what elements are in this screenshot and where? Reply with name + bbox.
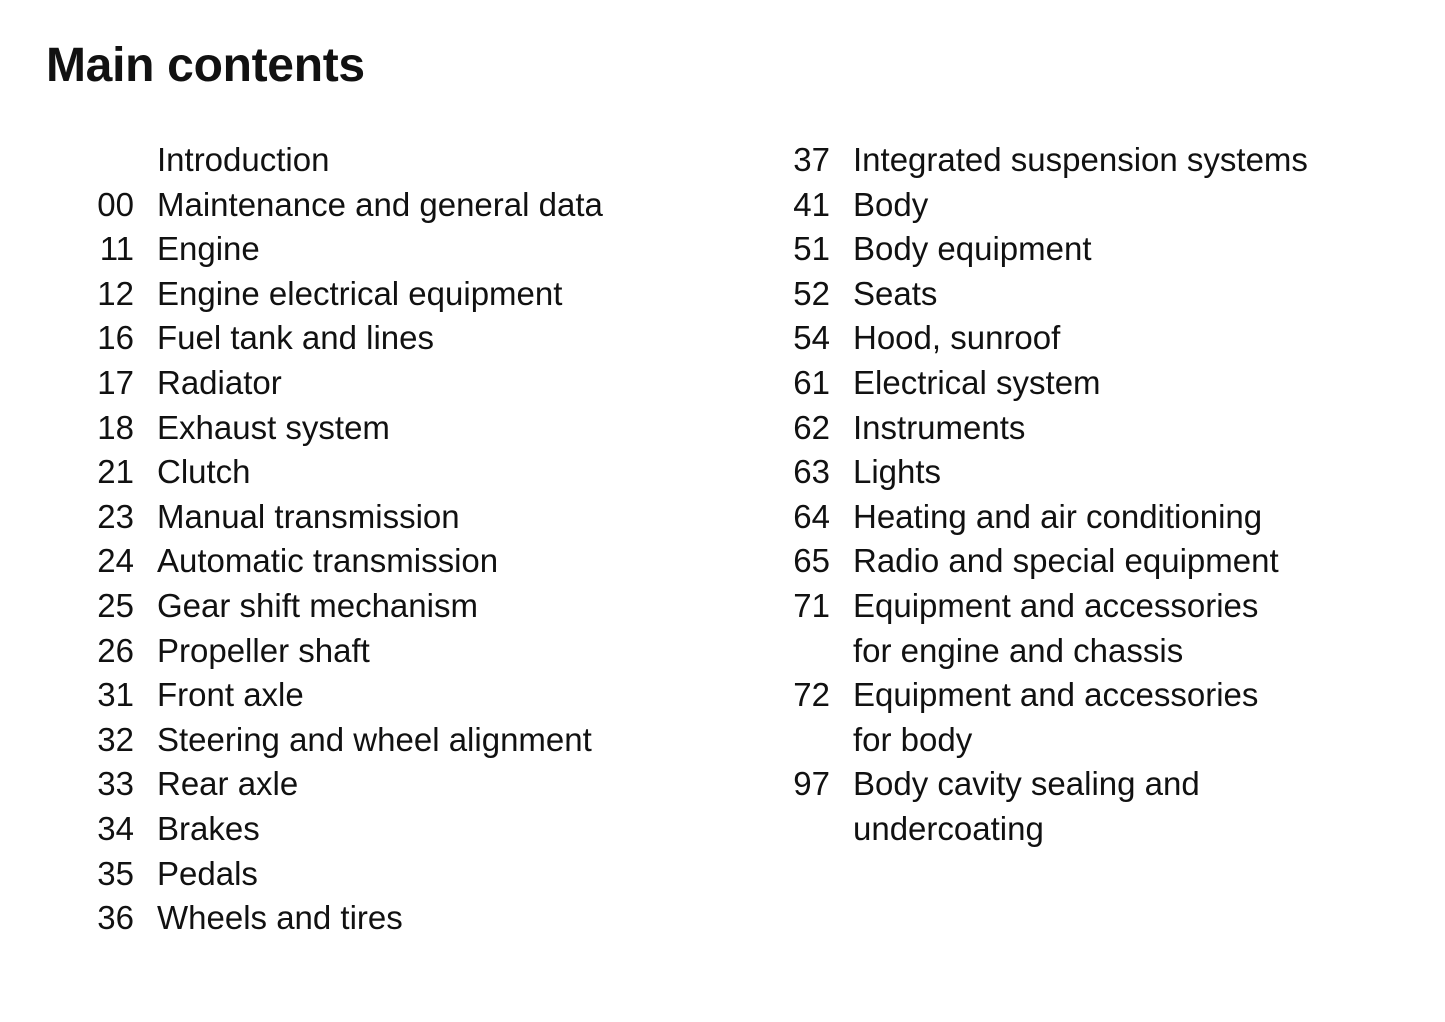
toc-entry-title [853, 227, 1092, 272]
toc-entry-title [157, 138, 329, 183]
toc-entry-title [853, 450, 941, 495]
toc-entry-number: 21 [97, 453, 134, 491]
toc-entry[interactable] [60, 316, 603, 361]
toc-entry-title-line: Manual transmission [157, 497, 460, 535]
toc-entry-title-line: Instruments [853, 408, 1026, 446]
toc-entry-title [157, 406, 390, 451]
toc-entry[interactable] [60, 539, 603, 584]
toc-entry-title-line: Propeller shaft [157, 631, 370, 669]
toc-entry-title-line: for body [853, 720, 973, 758]
toc-entry[interactable] [756, 272, 1308, 317]
toc-entry-title-line: undercoating [853, 809, 1044, 847]
toc-entry[interactable] [60, 896, 603, 941]
toc-entry-title [157, 762, 298, 807]
toc-entry[interactable] [60, 183, 603, 228]
toc-entry-title [157, 673, 304, 718]
toc-entry-title-line: Front axle [157, 676, 304, 714]
toc-entry-number: 00 [97, 185, 134, 223]
toc-entry-number: 17 [97, 363, 134, 401]
toc-entry[interactable] [60, 584, 603, 629]
toc-entry-title-line: Body [853, 185, 929, 223]
toc-entry-title-line: Lights [853, 453, 942, 491]
toc-entry-title-line: Equipment and accessories [853, 586, 1259, 624]
toc-entry-number: 61 [793, 363, 830, 401]
toc-entry-title-line: Engine [157, 230, 260, 268]
toc-entry-title [157, 807, 260, 852]
toc-entry-title [157, 718, 592, 763]
toc-entry[interactable] [60, 629, 603, 674]
toc-entry-number: 37 [793, 141, 830, 178]
toc-entry-number: 65 [793, 542, 830, 580]
toc-entry-title [157, 361, 282, 406]
toc-entry-number: 23 [97, 497, 134, 535]
toc-entry-number: 16 [97, 319, 134, 357]
toc-entry-title-line: for engine and chassis [853, 631, 1184, 669]
toc-entry[interactable] [60, 227, 603, 272]
toc-entry[interactable] [756, 673, 1308, 762]
toc-entry-title [853, 361, 1101, 406]
toc-entry[interactable] [756, 361, 1308, 406]
toc-entry[interactable] [60, 450, 603, 495]
toc-entry[interactable] [60, 673, 603, 718]
toc-entry-number: 72 [793, 676, 830, 714]
toc-entry[interactable] [756, 584, 1308, 673]
toc-entry-number: 97 [793, 765, 830, 803]
toc-entry[interactable] [60, 406, 603, 451]
toc-entry-title [157, 539, 498, 584]
toc-entry-title-line: Wheels and tires [157, 899, 403, 937]
toc-entry-title-line: Seats [853, 274, 938, 312]
toc-entry-title-line: Electrical system [853, 363, 1101, 401]
toc-entry-title-line: Radiator [157, 363, 282, 401]
toc-entry[interactable] [756, 227, 1308, 272]
toc-entry-title [853, 316, 1060, 361]
toc-entry-title [853, 673, 1258, 762]
toc-entry-number: 62 [793, 408, 830, 446]
toc-entry[interactable] [756, 406, 1308, 451]
toc-entry-title [853, 762, 1200, 851]
toc-entry-title [157, 495, 460, 540]
toc-entry-title [853, 138, 1308, 183]
toc-entry[interactable] [60, 762, 603, 807]
toc-entry-title-line: Radio and special equipment [853, 542, 1279, 580]
toc-entry-title-line: Hood, sunroof [853, 319, 1061, 357]
toc-entry-number: 51 [793, 230, 830, 268]
toc-entry-title [157, 852, 258, 897]
toc-entry-number: 25 [97, 586, 134, 624]
toc-entry[interactable] [60, 272, 603, 317]
toc-entry-number: 32 [97, 720, 134, 758]
toc-entry-title [853, 406, 1025, 451]
toc-entry-title-line: Automatic transmission [157, 542, 499, 580]
toc-entry-number: 35 [97, 854, 134, 892]
toc-entry-number: 31 [97, 676, 134, 714]
toc-entry-title-line: Body cavity sealing and [853, 765, 1200, 803]
toc-entry[interactable] [756, 495, 1308, 540]
toc-left-column [60, 138, 603, 941]
toc-entry-number: 71 [793, 586, 830, 624]
toc-entry[interactable] [756, 316, 1308, 361]
toc-entry-title-line: Maintenance and general data [157, 185, 603, 223]
toc-entry-title-line: Clutch [157, 453, 251, 491]
toc-entry-number: 24 [97, 542, 134, 580]
toc-entry-number: 34 [97, 809, 134, 847]
toc-entry[interactable] [60, 852, 603, 897]
toc-entry-title [157, 450, 251, 495]
toc-entry-title-line: Heating and air conditioning [853, 497, 1263, 535]
toc-entry-title [157, 584, 478, 629]
toc-entry-title-line: Steering and wheel alignment [157, 720, 592, 758]
toc-entry[interactable] [60, 361, 603, 406]
toc-entry-title [157, 896, 403, 941]
toc-entry-title-line: Exhaust system [157, 408, 390, 446]
toc-entry-title [157, 227, 260, 272]
toc-entry[interactable] [60, 718, 603, 763]
toc-entry-number: 36 [97, 899, 134, 937]
toc-entry-number: 54 [793, 319, 830, 357]
toc-entry-number: 52 [793, 274, 830, 312]
toc-entry-title [853, 272, 937, 317]
toc-entry-title-line: Engine electrical equipment [157, 274, 563, 312]
toc-entry-title [853, 539, 1279, 584]
toc-entry-number: 26 [97, 631, 134, 669]
toc-entry-title-line: Brakes [157, 809, 260, 847]
toc-entry-title [853, 183, 928, 228]
toc-entry-number: 12 [97, 274, 134, 312]
toc-entry-title [157, 316, 434, 361]
toc-right-column [756, 138, 1308, 852]
toc-entry-title [157, 629, 370, 674]
toc-entry[interactable] [60, 495, 603, 540]
toc-entry-number: 64 [793, 497, 830, 535]
toc-entry-number: 41 [793, 185, 830, 223]
toc-entry-title [853, 584, 1258, 673]
toc-entry-title-line: Introduction [157, 141, 330, 178]
toc-entry-title-line: Integrated suspension systems [853, 141, 1308, 178]
toc-entry[interactable] [756, 450, 1308, 495]
toc-entry-number: 18 [97, 408, 134, 446]
toc-entry-title-line: Gear shift mechanism [157, 586, 478, 624]
toc-entry-number: 11 [99, 230, 134, 268]
toc-entry[interactable] [756, 138, 1308, 183]
toc-entry-title-line: Fuel tank and lines [157, 319, 435, 357]
toc-entry[interactable] [60, 138, 603, 183]
toc-entry-number: 33 [97, 765, 134, 803]
page-title: Main contents [46, 39, 365, 92]
toc-entry-title-line: Pedals [157, 854, 258, 892]
toc-entry-title [157, 272, 562, 317]
toc-entry-number: 63 [793, 453, 830, 491]
toc-entry-title-line: Rear axle [157, 765, 299, 803]
toc-entry-title [157, 183, 603, 228]
toc-entry-title [853, 495, 1262, 540]
toc-entry[interactable] [756, 539, 1308, 584]
toc-entry-title-line: Equipment and accessories [853, 676, 1259, 714]
toc-entry[interactable] [756, 762, 1308, 851]
toc-entry[interactable] [60, 807, 603, 852]
toc-entry-title-line: Body equipment [853, 230, 1092, 268]
toc-entry[interactable] [756, 183, 1308, 228]
